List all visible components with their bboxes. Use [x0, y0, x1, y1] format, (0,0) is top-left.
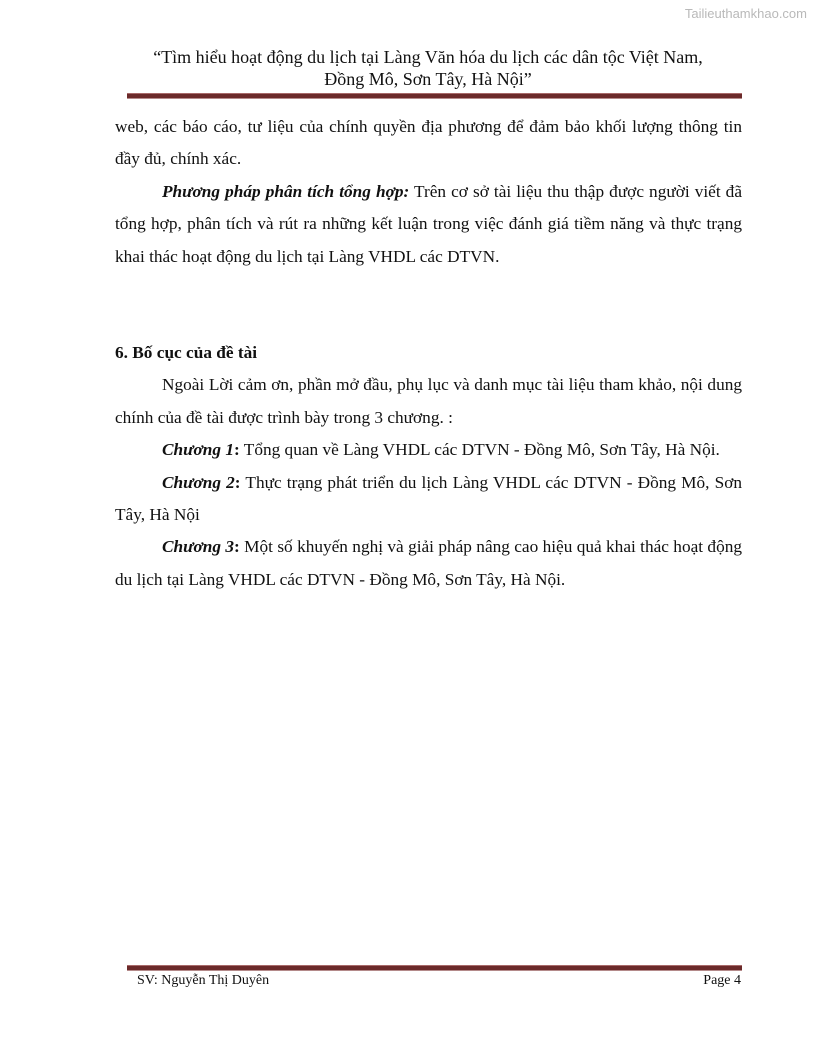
footer-divider — [127, 965, 742, 971]
method-text: Trên cơ sở tài liệu thu thập được người viết đã tổng hợp, phân tích và rút ra những kết luận trong việc đánh giá tiềm năng và thực trạng khai thác hoạt động du lịch tại Làng VHDL các DTVN. — [115, 181, 742, 266]
chapter-text: : Tổng quan về Làng VHDL các DTVN - Đồng Mô, Sơn Tây, Hà Nội. — [233, 440, 720, 460]
method-label: Phương pháp phân tích tổng hợp: — [162, 181, 410, 201]
page-header — [115, 46, 741, 90]
paragraph-method — [115, 176, 742, 273]
paragraph: web, các báo cáo, tư liệu của chính quyền địa phương để đảm bảo khối lượng thông tin đầy đủ, chính xác. — [115, 117, 742, 169]
header-title-line1: “Tìm hiểu hoạt động du lịch tại Làng Văn hóa du lịch các dân tộc Việt Nam, — [153, 47, 703, 67]
footer-author: SV: Nguyễn Thị Duyên — [137, 973, 270, 988]
chapter-text: : Một số khuyến nghị và giải pháp nâng cao hiệu quả khai thác hoạt động du lịch tại Làng VHDL các DTVN - Đồng Mô, Sơn Tây, Hà Nội. — [115, 537, 742, 589]
paragraph: Ngoài Lời cảm ơn, phần mở đầu, phụ lục và danh mục tài liệu tham khảo, nội dung chính của đề tài được trình bày trong 3 chương. : — [115, 375, 742, 427]
header-title-line2: Đồng Mô, Sơn Tây, Hà Nội” — [324, 69, 532, 89]
watermark: Tailieuthamkhao.com — [684, 6, 807, 21]
document-body — [115, 111, 742, 596]
chapter-label: Chương 3 — [162, 537, 235, 557]
chapter-colon: : — [234, 537, 240, 557]
chapter-label: Chương 2 — [162, 472, 235, 492]
chapter-item — [115, 531, 742, 596]
chapter-item — [115, 467, 742, 532]
footer-page-number: Page 4 — [703, 973, 741, 988]
chapter-colon: : — [233, 440, 240, 460]
section-heading: 6. Bố cục của đề tài — [115, 343, 258, 363]
chapter-text: : Thực trạng phát triển du lịch Làng VHDL các DTVN - Đồng Mô, Sơn Tây, Hà Nội — [115, 472, 742, 525]
header-divider — [127, 93, 742, 99]
chapter-label: Chương 1 — [162, 440, 234, 460]
chapter-item — [115, 434, 742, 466]
chapter-colon: : — [234, 472, 241, 492]
